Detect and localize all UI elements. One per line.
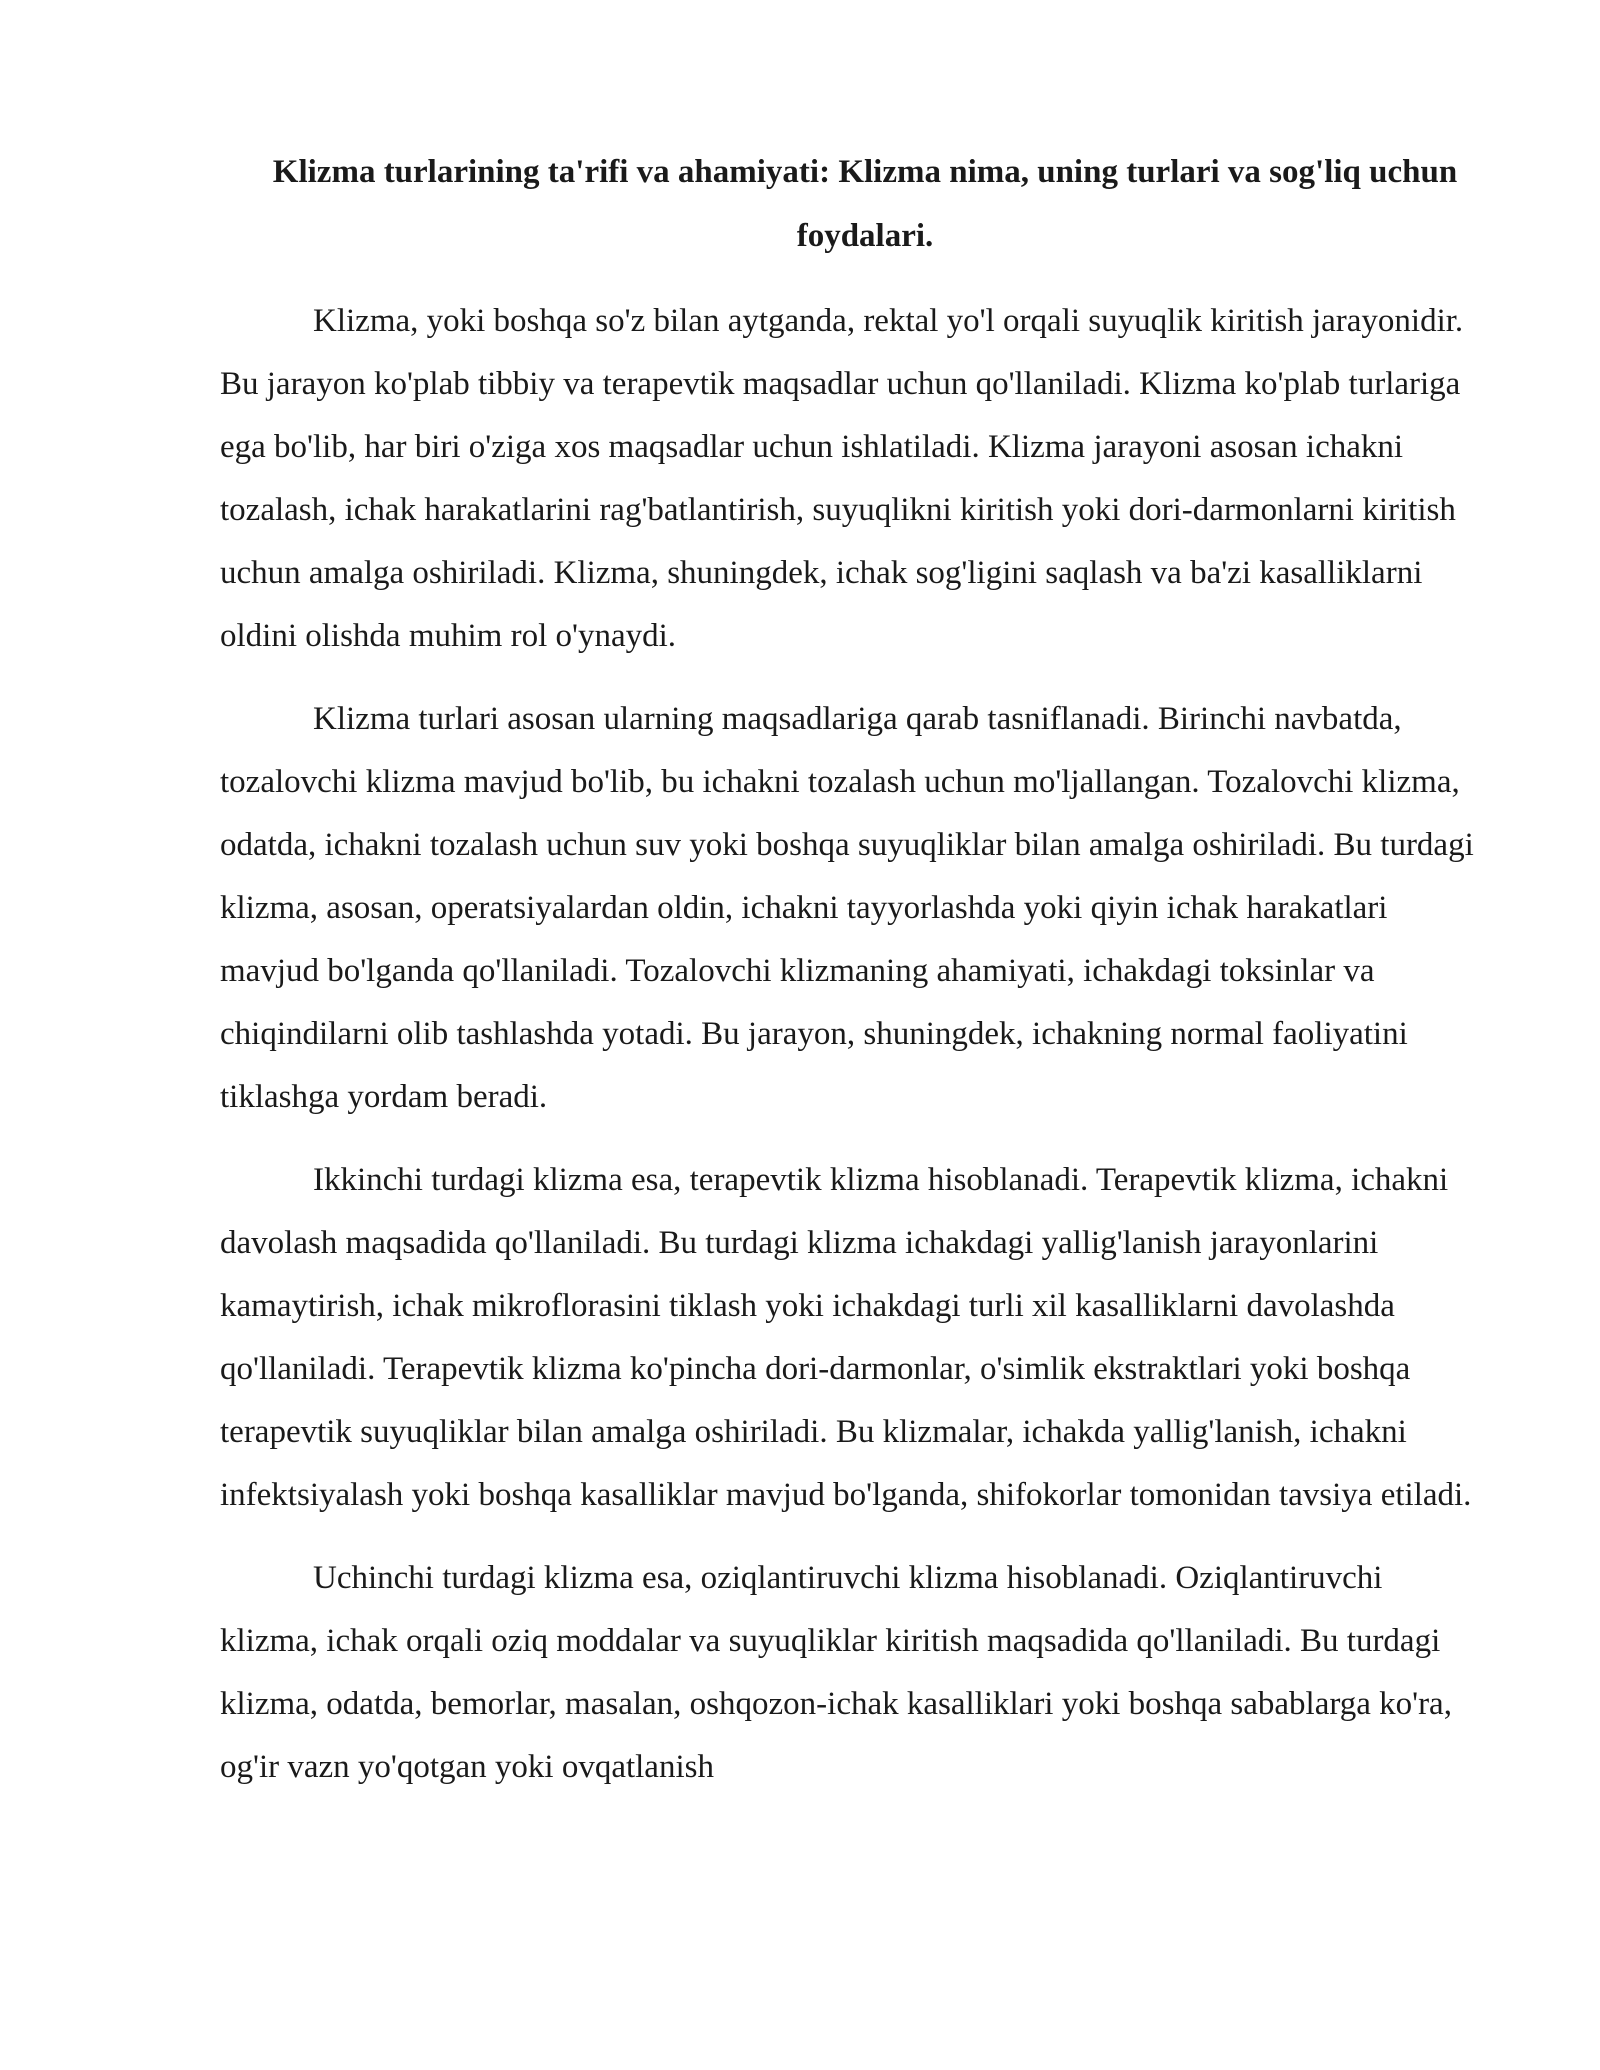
paragraph-1: Klizma, yoki boshqa so'z bilan aytganda, rektal yo'l orqali suyuqlik kiritish jarayonidir. Bu jarayon ko'plab tibbiy va terapevtik maqsadlar uchun qo'llaniladi. Klizma ko'plab turlariga ega bo'lib, har biri o'ziga xos maqsadlar uchun ishlatiladi. Klizma jarayoni asosan ichakni tozalash, ichak harakatlarini rag'batlantirish, suyuqlikni kiritish yoki dori-darmonlarni kiritish uchun amalga oshiriladi. Klizma, shuningdek, ichak sog'ligini saqlash va ba'zi kasalliklarni oldini olishda muhim rol o'ynaydi.: [220, 303, 1464, 654]
document-body: [220, 140, 1480, 1819]
paragraph-2: Klizma turlari asosan ularning maqsadlariga qarab tasniflanadi. Birinchi navbatda, tozalovchi klizma mavjud bo'lib, bu ichakni tozalash uchun mo'ljallangan. Tozalovchi klizma, odatda, ichakni tozalash uchun suv yoki boshqa suyuqliklar bilan amalga oshiriladi. Bu turdagi klizma, asosan, operatsiyalardan oldin, ichakni tayyorlashda yoki qiyin ichak harakatlari mavjud bo'lganda qo'llaniladi. Tozalovchi klizmaning ahamiyati, ichakdagi toksinlar va chiqindilarni olib tashlashda yotadi. Bu jarayon, shuningdek, ichakning normal faoliyatini tiklashga yordam beradi.: [220, 701, 1474, 1115]
paragraph-3: Ikkinchi turdagi klizma esa, terapevtik klizma hisoblanadi. Terapevtik klizma, ichakni davolash maqsadida qo'llaniladi. Bu turdagi klizma ichakdagi yallig'lanish jarayonlarini kamaytirish, ichak mikroflorasini tiklash yoki ichakdagi turli xil kasalliklarni davolashda qo'llaniladi. Terapevtik klizma ko'pincha dori-darmonlar, o'simlik ekstraktlari yoki boshqa terapevtik suyuqliklar bilan amalga oshiriladi. Bu klizmalar, ichakda yallig'lanish, ichakni infektsiyalash yoki boshqa kasalliklar mavjud bo'lganda, shifokorlar tomonidan tavsiya etiladi.: [220, 1162, 1472, 1513]
document-title: Klizma turlarining ta'rifi va ahamiyati: Klizma nima, uning turlari va sog'liq uchun foydalari.: [272, 154, 1458, 254]
paragraph-4: Uchinchi turdagi klizma esa, oziqlantiruvchi klizma hisoblanadi. Oziqlantiruvchi klizma, ichak orqali oziq moddalar va suyuqliklar kiritish maqsadida qo'llaniladi. Bu turdagi klizma, odatda, bemorlar, masalan, oshqozon-ichak kasalliklari yoki boshqa sabablarga ko'ra, og'ir vazn yo'qotgan yoki ovqatlanish: [220, 1560, 1452, 1785]
